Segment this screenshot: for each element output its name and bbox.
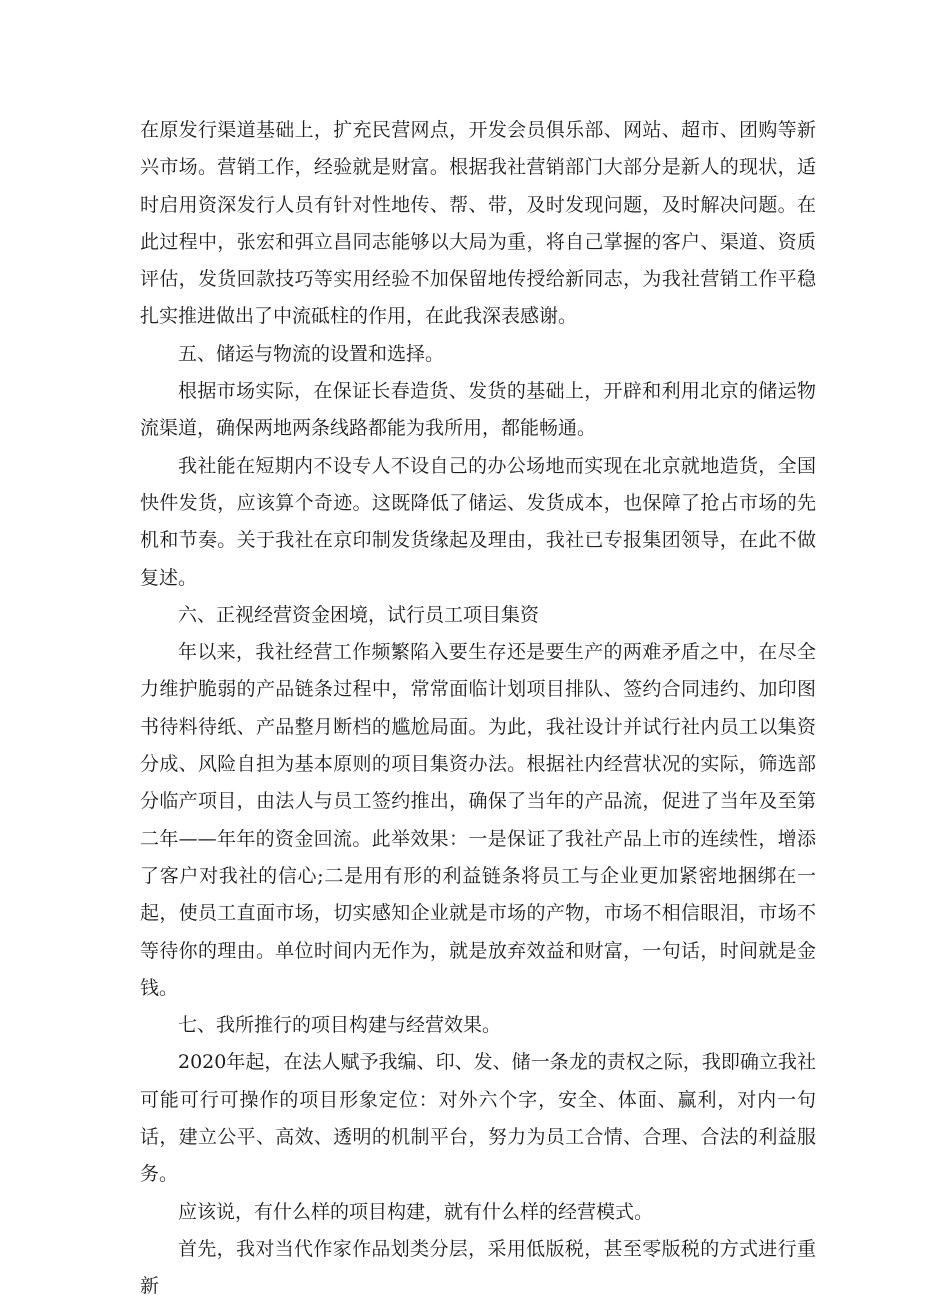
- section-heading-project-structure: 七、我所推行的项目构建与经营效果。: [178, 1014, 502, 1037]
- paragraph-logistics-channels: 根据市场实际，在保证长春造货、发货的基础上，开辟和利用北京的储运物流渠道，确保两地两条线路都能为我所用，都能畅通。: [140, 380, 816, 440]
- section-heading-funding: 六、正视经营资金困境，试行员工项目集资: [178, 603, 540, 626]
- paragraph-employee-funding: 年以来，我社经营工作频繁陷入要生存还是要生产的两难矛盾之中，在尽全力维护脆弱的产品链条过程中，常常面临计划项目排队、签约合同违约、加印图书待料待纸、产品整月断档的尴尬局面。为此，我社设计并试行社内员工以集资分成、风险自担为基本原则的项目集资办法。根据社内经营状况的实际，筛选部分临产项目，由法人与员工签约推出，确保了当年的产品流，促进了当年及至第二年——年年的资金回流。此举效果：一是保证了我社产品上市的连续性，增添了客户对我社的信心;二是用有形的利益链条将员工与企业更加紧密地捆绑在一起，使员工直面市场，切实感知企业就是市场的产物，市场不相信眼泪，市场不等待你的理由。单位时间内无作为，就是放弃效益和财富，一句话，时间就是金钱。: [140, 641, 816, 999]
- document-body: [140, 112, 816, 1306]
- paragraph-project-positioning: 2020年起，在法人赋予我编、印、发、储一条龙的责权之际，我即确立我社可能可行可操作的项目形象定位：对外六个字，安全、体面、赢利，对内一句话，建立公平、高效、透明的机制平台，努力为员工合情、合理、合法的利益服务。: [140, 1051, 816, 1186]
- paragraph-marketing-channels: 在原发行渠道基础上，扩充民营网点，开发会员俱乐部、网站、超市、团购等新兴市场。营销工作，经验就是财富。根据我社营销部门大部分是新人的现状，适时启用资深发行人员有针对性地传、帮、带，及时发现问题，及时解决问题。在此过程中，张宏和弭立昌同志能够以大局为重，将自己掌握的客户、渠道、资质评估，发货回款技巧等实用经验不加保留地传授给新同志，为我社营销工作平稳扎实推进做出了中流砥柱的作用，在此我深表感谢。: [140, 119, 816, 328]
- paragraph-business-model: 应该说，有什么样的项目构建，就有什么样的经营模式。: [178, 1200, 654, 1223]
- paragraph-beijing-production: 我社能在短期内不设专人不设自己的办公场地而实现在北京就地造货，全国快件发货，应该算个奇迹。这既降低了储运、发货成本，也保障了抢占市场的先机和节奏。关于我社在京印制发货缘起及理由，我社已专报集团领导，在此不做复述。: [140, 454, 816, 589]
- section-heading-storage-logistics: 五、储运与物流的设置和选择。: [178, 342, 445, 365]
- paragraph-author-classification: 首先，我对当代作家作品划类分层，采用低版税，甚至零版税的方式进行重新: [140, 1237, 816, 1298]
